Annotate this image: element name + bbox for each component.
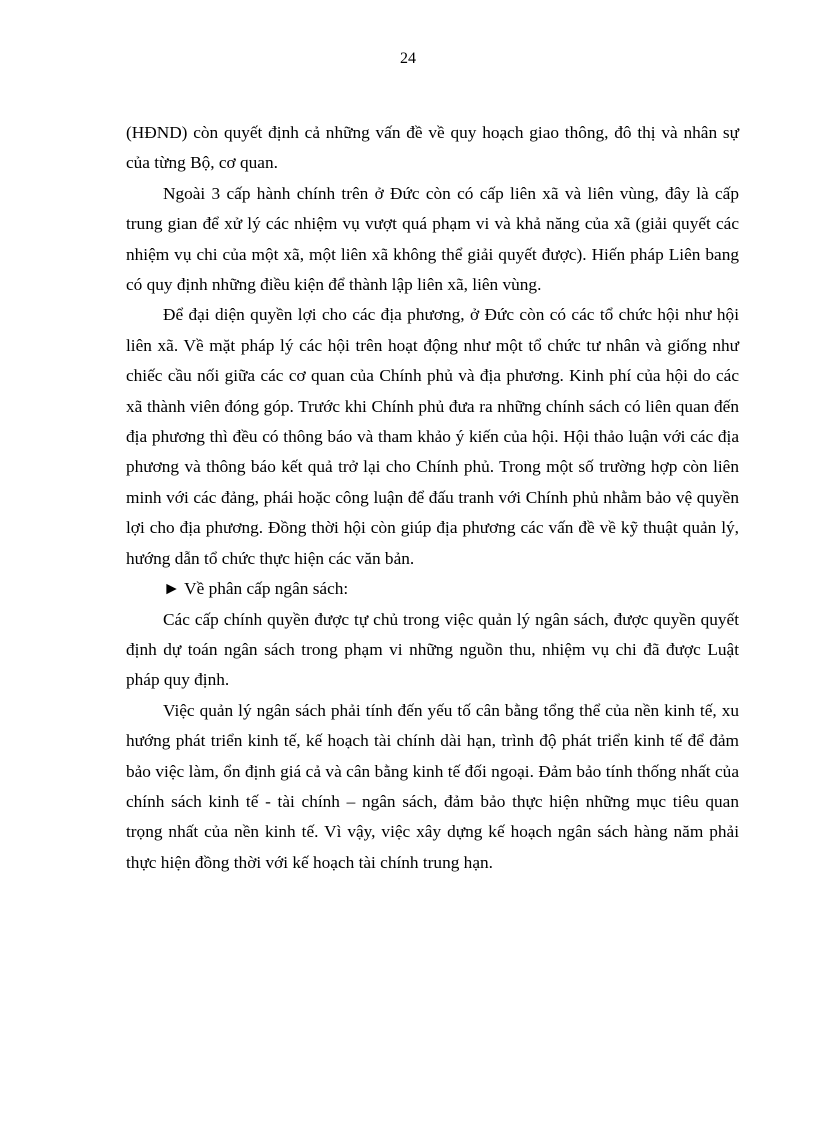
paragraph-local-associations: Để đại diện quyền lợi cho các địa phương, ở Đức còn có các tổ chức hội như hội liên xã. Về mặt pháp lý các hội trên hoạt động như một tổ chức tư nhân và giống như chiếc cầu nối giữa các cơ quan của Chính phủ và địa phương. Kinh phí của hội do các xã thành viên đóng góp. Trước khi Chính phủ đưa ra những chính sách có liên quan đến địa phương thì đều có thông báo và tham khảo ý kiến của hội. Hội thảo luận với các địa phương và thông báo kết quả trở lại cho Chính phủ. Trong một số trường hợp còn liên minh với các đảng, phái hoặc công luận để đấu tranh với Chính phủ nhằm bảo vệ quyền lợi cho địa phương. Đồng thời hội còn giúp địa phương các vấn đề về kỹ thuật quản lý, hướng dẫn tổ chức thực hiện các văn bản. [126,305,739,568]
paragraph-budget-management: Việc quản lý ngân sách phải tính đến yếu tố cân bằng tổng thể của nền kinh tế, xu hướng phát triển kinh tế, kế hoạch tài chính dài hạn, trình độ phát triển kinh tế để đảm bảo việc làm, ổn định giá cả và cân bằng kinh tế đối ngoại. Đảm bảo tính thống nhất của chính sách kinh tế - tài chính – ngân sách, đảm bảo thực hiện những mục tiêu quan trọng nhất của nền kinh tế. Vì vậy, việc xây dựng kế hoạch ngân sách hàng năm phải thực hiện đồng thời với kế hoạch tài chính trung hạn. [126,700,739,872]
paragraph-continuation: (HĐND) còn quyết định cả những vấn đề về quy hoạch giao thông, đô thị và nhân sự của từng Bộ, cơ quan. [126,123,739,173]
page-number: 24 [400,50,416,67]
document-body [126,118,739,878]
paragraph-budget-autonomy: Các cấp chính quyền được tự chủ trong việc quản lý ngân sách, được quyền quyết định dự toán ngân sách trong phạm vi những nguồn thu, nhiệm vụ chi đã được Luật pháp quy định. [126,609,739,690]
section-heading-budget-decentralization: ► Về phân cấp ngân sách: [163,579,349,599]
paragraph-inter-commune-level: Ngoài 3 cấp hành chính trên ở Đức còn có cấp liên xã và liên vùng, đây là cấp trung gian để xử lý các nhiệm vụ vượt quá phạm vi và khả năng của xã (giải quyết các nhiệm vụ chi của một xã, một liên xã không thể giải quyết được). Hiến pháp Liên bang có quy định những điều kiện để thành lập liên xã, liên vùng. [126,183,739,295]
